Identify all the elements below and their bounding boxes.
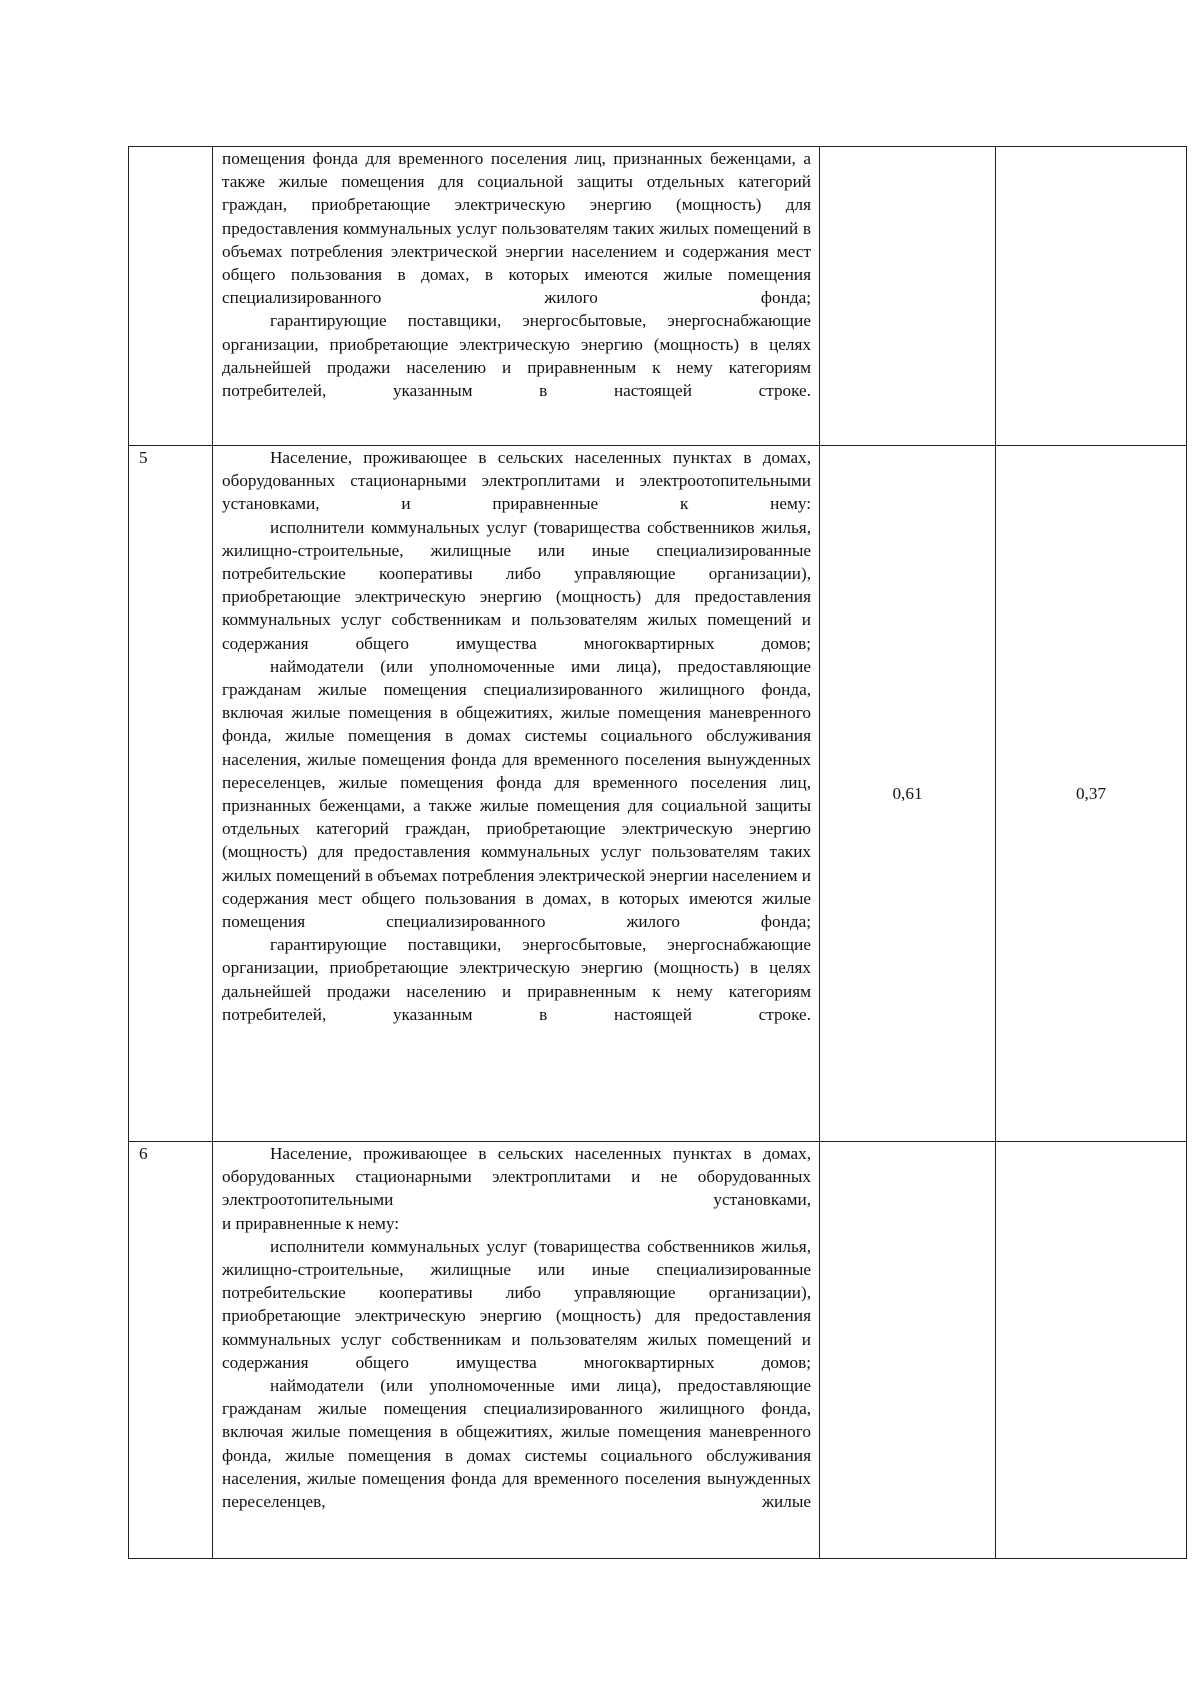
table-row	[129, 147, 1187, 446]
paragraph: гарантирующие поставщики, энергосбытовые, энергоснабжающие организации, приобретающие электрическую энергию (мощность) в целях дальнейшей продажи населению и приравненным к нему категориям потребителей, указанным в настоящей строке.	[222, 311, 811, 401]
value-cell-2	[996, 1142, 1187, 1559]
row-number	[129, 147, 213, 446]
paragraph: помещения фонда для временного поселения лиц, признанных беженцами, а также жилые помещения для социальной защиты отдельных категорий граждан, приобретающие электрическую энергию (мощность) для предоставления коммунальных услуг пользователям таких жилых помещений в объемах потребления электрической энергии населением и содержания мест общего пользования в домах, в которых имеются жилые помещения специализированного жилого фонда;	[222, 149, 811, 308]
paragraph: наймодатели (или уполномоченные ими лица), предоставляющие гражданам жилые помещения специализированного жилищного фонда, включая жилые помещения в общежитиях, жилые помещения маневренного фонда, жилые помещения в домах системы социального обслуживания населения, жилые помещения фонда для временного поселения вынужденных переселенцев, жилые помещения фонда для временного поселения лиц, признанных беженцами, а также жилые помещения для социальной защиты отдельных категорий граждан, приобретающие электрическую энергию (мощность) для предоставления коммунальных услуг пользователям таких жилых помещений в объемах потребления электрической энергии населением и содержания мест общего пользования в домах, в которых имеются жилые помещения специализированного жилого фонда;	[222, 656, 811, 932]
value-cell-2	[996, 147, 1187, 446]
row-description	[213, 446, 820, 1142]
table-row	[129, 1142, 1187, 1559]
paragraph: и приравненные к нему:	[222, 1213, 400, 1233]
paragraph: исполнители коммунальных услуг (товарищества собственников жилья, жилищно-строительные, жилищные или иные специализированные потребительские кооперативы либо управляющие организации), приобретающие электрическую энергию (мощность) для предоставления коммунальных услуг собственникам и пользователям жилых помещений и содержания общего имущества многоквартирных домов;	[222, 1236, 811, 1372]
tariff-table	[128, 146, 1187, 1559]
paragraph: исполнители коммунальных услуг (товарищества собственников жилья, жилищно-строительные, жилищные или иные специализированные потребительские кооперативы либо управляющие организации), приобретающие электрическую энергию (мощность) для предоставления коммунальных услуг собственникам и пользователям жилых помещений и содержания общего имущества многоквартирных домов;	[222, 517, 811, 653]
value-cell-1	[820, 147, 996, 446]
row-description	[213, 1142, 820, 1559]
row-number: 5	[129, 446, 213, 1142]
paragraph: Население, проживающее в сельских населенных пунктах в домах, оборудованных стационарными электроплитами и электроотопительными установками, и приравненные к нему:	[222, 448, 811, 514]
row-number: 6	[129, 1142, 213, 1559]
row-description	[213, 147, 820, 446]
paragraph: Население, проживающее в сельских населенных пунктах в домах, оборудованных стационарными электроплитами и не оборудованных электроотопительными установками,	[222, 1144, 811, 1210]
value-cell-1: 0,61	[820, 446, 996, 1142]
paragraph: гарантирующие поставщики, энергосбытовые, энергоснабжающие организации, приобретающие электрическую энергию (мощность) в целях дальнейшей продажи населению и приравненным к нему категориям потребителей, указанным в настоящей строке.	[222, 935, 811, 1024]
paragraph: наймодатели (или уполномоченные ими лица), предоставляющие гражданам жилые помещения специализированного жилищного фонда, включая жилые помещения в общежитиях, жилые помещения маневренного фонда, жилые помещения в домах системы социального обслуживания населения, жилые помещения фонда для временного поселения вынужденных переселенцев, жилые	[222, 1376, 811, 1512]
value-cell-2: 0,37	[996, 446, 1187, 1142]
value-cell-1	[820, 1142, 996, 1559]
table-row	[129, 446, 1187, 1142]
